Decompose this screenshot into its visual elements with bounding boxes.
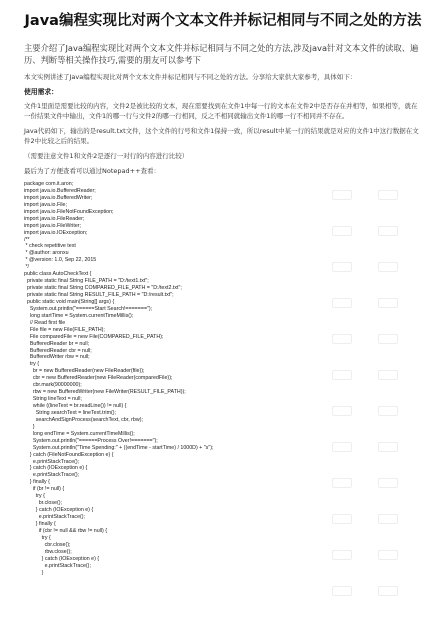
code-line: import java.io.FileWriter; (24, 222, 82, 229)
code-line: import java.io.FileReader; (24, 215, 85, 222)
code-line: private static final String RESULT_FILE_PATH = "D:/result.txt"; (24, 292, 174, 298)
code-line: */ (24, 264, 30, 271)
code-line: System.out.println("======Process Over!======="); (24, 437, 158, 444)
code-line: private static final String FILE_PATH = "D:/text1.txt"; (24, 278, 149, 285)
code-line: e.printStackTrace(); (24, 458, 80, 465)
code-line: File file = new File(FILE_PATH); (24, 326, 105, 333)
code-line: * @author: aronxu (24, 250, 69, 257)
code-line: e.printStackTrace(); (24, 514, 86, 520)
code-line: try { (24, 534, 51, 541)
code-line: import java.io.IOException; (24, 229, 88, 236)
code-line: long startTime = System.currentTimeMillis(); (24, 312, 134, 319)
code-line: } (24, 569, 44, 576)
code-line: e.printStackTrace(); (24, 562, 91, 569)
code-line: while ((lineText = br.readLine()) != null) { (24, 403, 127, 409)
code-line: System.out.println("Time Spending:" + ((endTime - startTime) / 1000D) + "s"); (24, 444, 214, 451)
code-line: System.out.println("======Start Search!======="); (24, 305, 153, 312)
code-line: public static void main(String[] args) { (24, 298, 115, 305)
code-line: File comparedFile = new File(COMPARED_FILE_PATH); (24, 333, 164, 340)
code-line: private static final String COMPARED_FILE_PATH = "D:/text2.txt"; (24, 285, 182, 292)
code-line: import java.io.File; (24, 201, 67, 208)
code-line: cbr.mark(90000000); (24, 382, 82, 389)
code-block (24, 181, 422, 576)
code-line: e.printStackTrace(); (24, 472, 80, 479)
code-line: import java.io.FileNotFoundException; (24, 208, 114, 215)
code-line: try { (24, 493, 45, 500)
intro-summary: 主要介绍了Java编程实现比对两个文本文件并标记相同与不同之处的方法,涉及java针对文本文件的读取、遍历、判断等相关操作技巧,需要的朋友可以参考下 (24, 43, 419, 65)
code-line: public class AutoCheckText { (24, 271, 92, 278)
code-line: rbw = new BufferedWriter(new FileWriter(RESULT_FILE_PATH)); (24, 389, 186, 396)
code-line: String lineText = null; (24, 396, 82, 403)
code-line: } finally { (24, 520, 56, 527)
code-line: if (br != null) { (24, 486, 65, 493)
document-title: Java编程实现比对两个文本文件并标记相同与不同之处的方法 (24, 13, 422, 29)
code-line: package com.it.aron; (24, 181, 74, 187)
paragraph-requirements: 文件1里面是需要比较的内容，文件2是被比较的文本，现在需要找到在文件1中每一行的文本在文件2中是否存在并相等，如果相等，就在一份结果文件中输出，文件1的哪一行与文件2的哪一行相同，反之不相同就输出文件1的哪一行不相同并不存在。 (24, 102, 418, 120)
code-line: cbr = new BufferedReader(new FileReader(comparedFile)); (24, 375, 173, 382)
code-line: String searchText = lineText.trim(); (24, 409, 116, 416)
code-line: BufferedReader cbr = null; (24, 347, 92, 354)
code-line: } (24, 423, 35, 430)
paragraph-overview: 本文实例讲述了Java编程实现比对两个文本文件并标记相同与不同之处的方法。分享给大家供大家参考，具体如下： (24, 73, 357, 81)
code-line: } catch (IOException e) { (24, 555, 100, 562)
code-line: } catch (IOException e) { (24, 465, 88, 472)
code-line: } finally { (24, 479, 50, 486)
code-line: searchAndSignProcess(searchText, cbr, rbw); (24, 416, 143, 423)
paragraph-notepad: 最后为了方便查看可以通过Notepad++查看： (24, 167, 161, 175)
code-line: * check repetitive text (24, 243, 76, 250)
code-line: long endTime = System.currentTimeMillis(); (24, 430, 135, 437)
section-heading-requirements: 使用需求： (24, 88, 58, 96)
code-line: rbw.close(); (24, 548, 72, 555)
code-line: br.close(); (24, 500, 62, 507)
code-line: /** (24, 236, 30, 243)
code-line: import java.io.BufferedReader; (24, 187, 96, 194)
code-line: * @version: 1.0, Sep 22, 2015 (24, 257, 97, 264)
paragraph-note: （需要注意文件1和文件2是逐行一对行的内容进行比较） (24, 152, 189, 160)
code-line: if (cbr != null && rbw != null) { (24, 527, 108, 534)
code-line: cbr.close(); (24, 541, 71, 548)
paragraph-output-explanation: Java代码如下，输出的是result.txt文件，这个文件的行号和文件1保持一致，所以result中某一行的结果就是对应的文件1中这行数据在文件2中比较之后的结果。 (24, 127, 419, 145)
code-line: // Read first file (24, 319, 66, 326)
code-line: } catch (IOException e) { (24, 507, 94, 514)
code-line: br = new BufferedReader(new FileReader(file)); (24, 368, 145, 375)
code-line: import java.io.BufferedWriter; (24, 194, 93, 201)
code-line: } catch (FileNotFoundException e) { (24, 451, 114, 458)
code-line: BufferedWriter rbw = null; (24, 354, 90, 361)
code-line: try { (24, 361, 40, 368)
code-line: BufferedReader br = null; (24, 340, 90, 347)
